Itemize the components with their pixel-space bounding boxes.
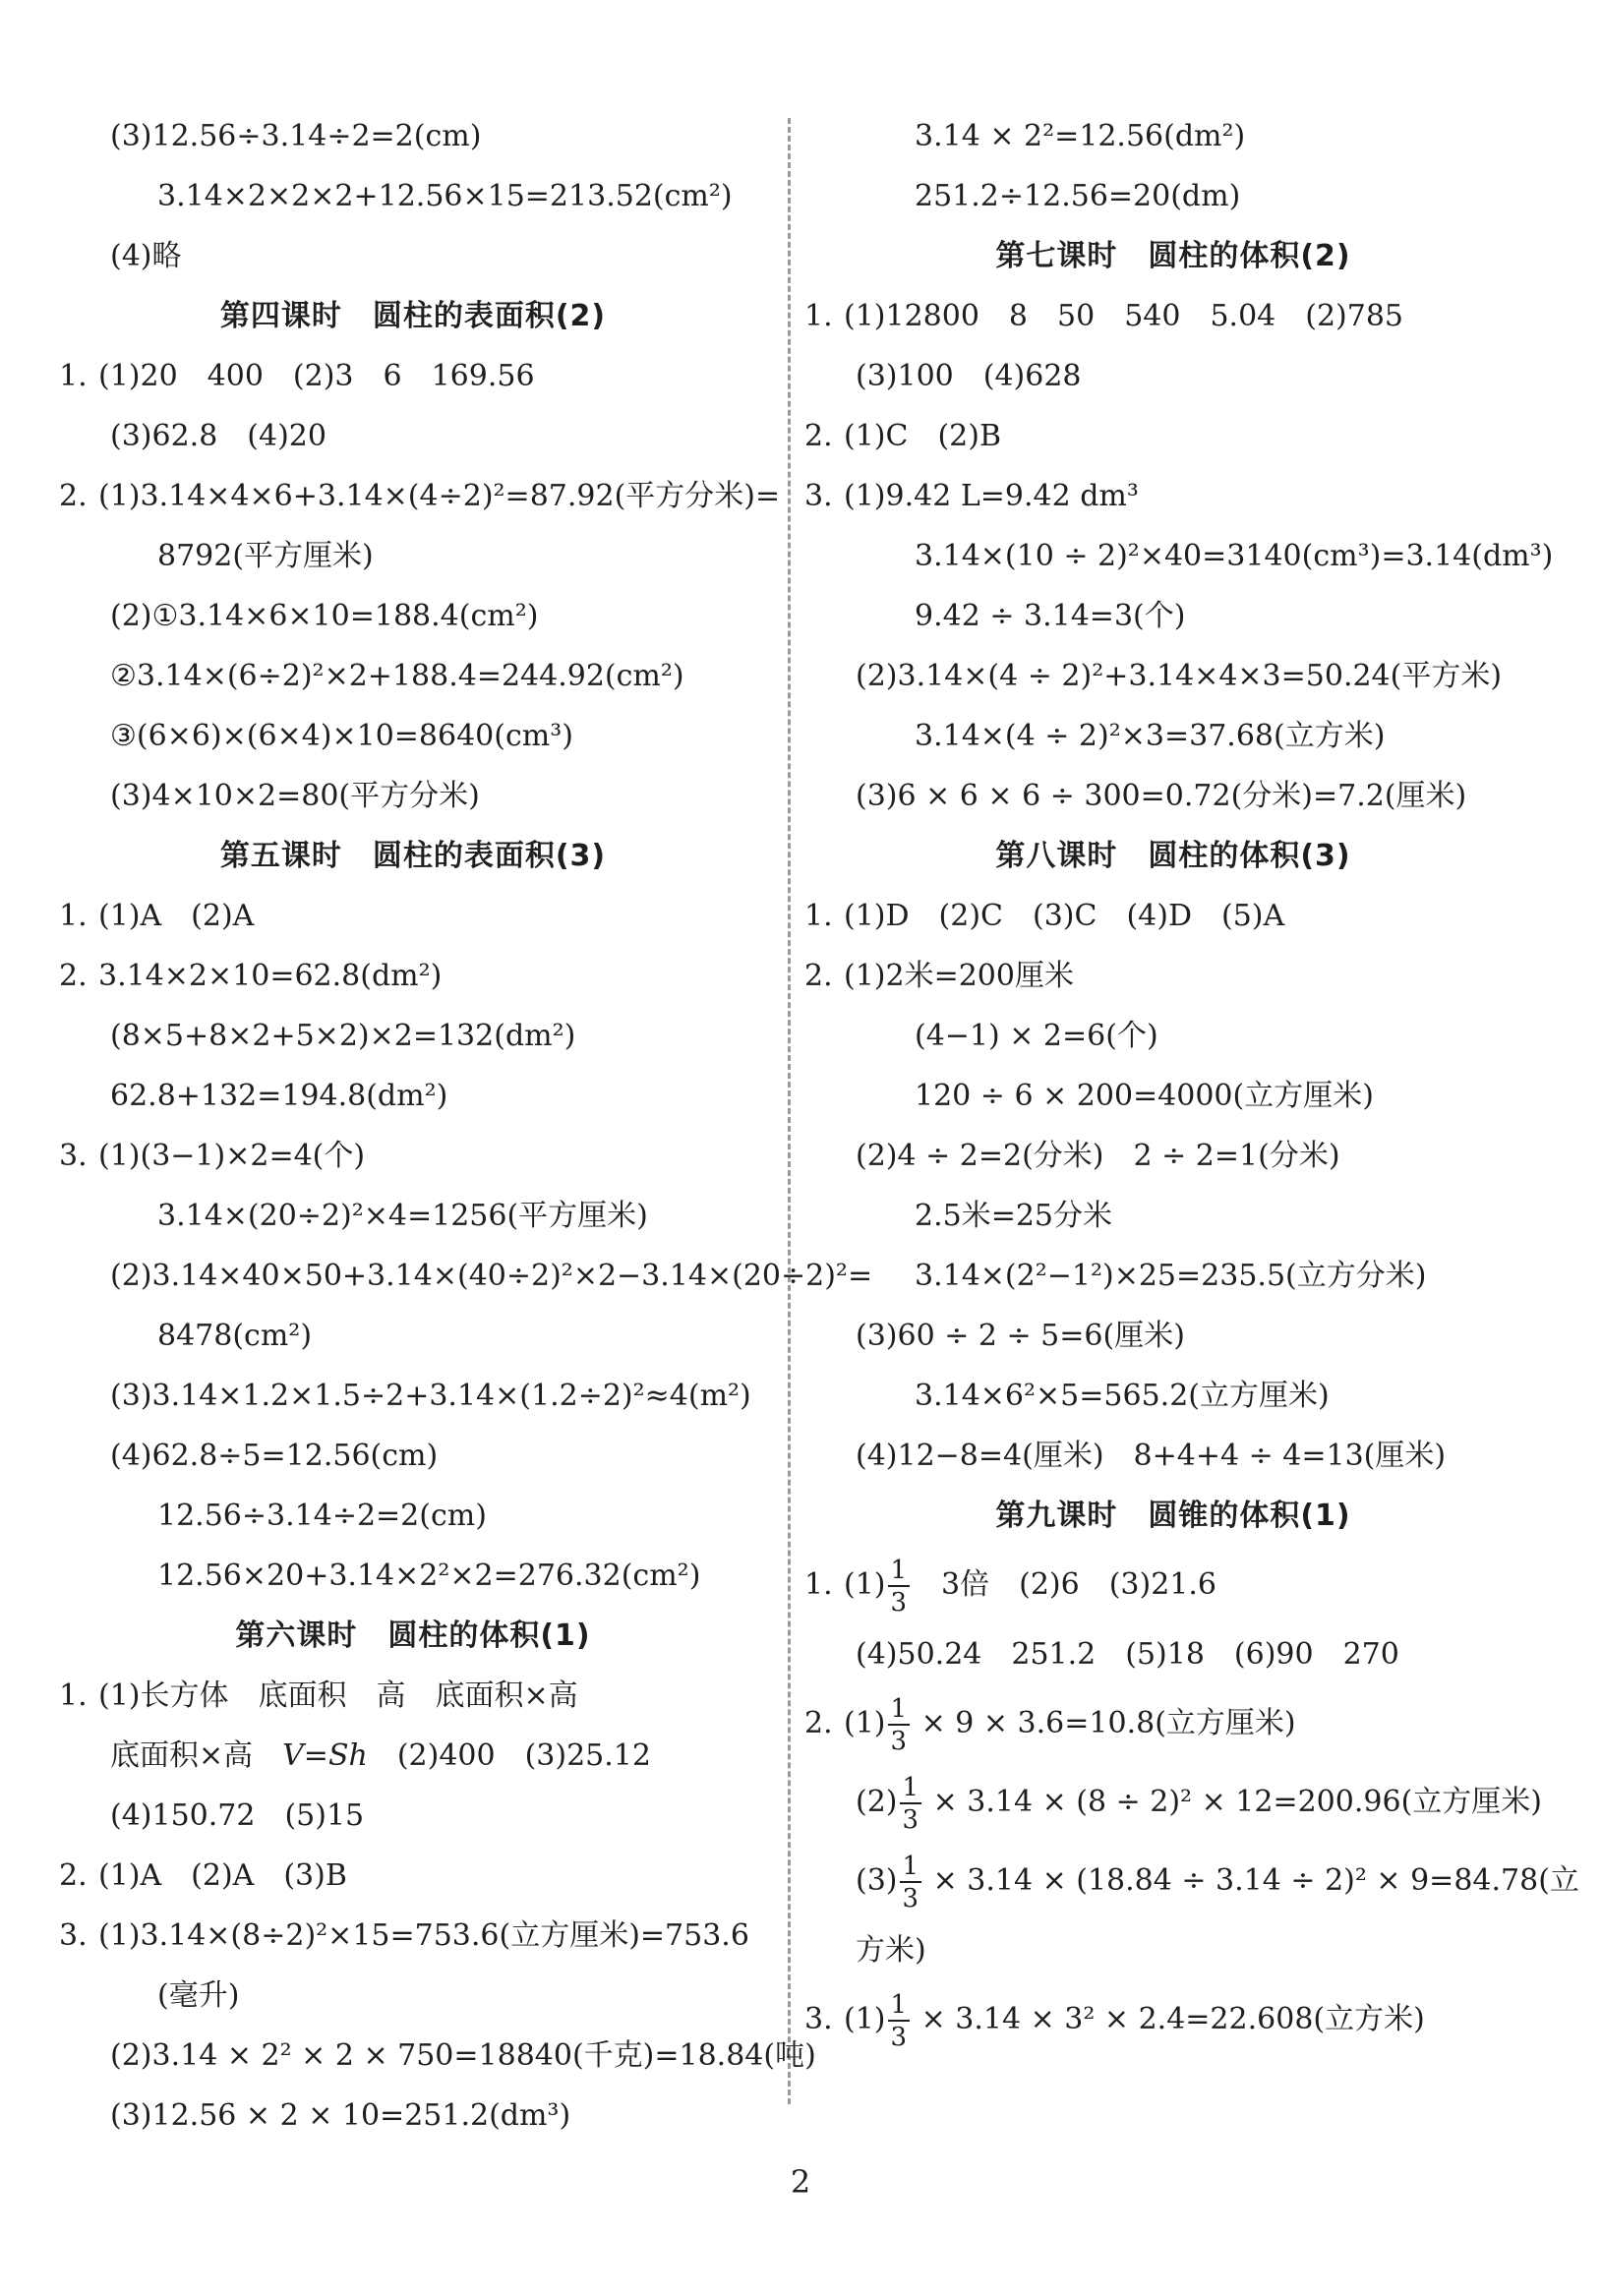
fraction bbox=[888, 1555, 911, 1618]
answer-line: 12.56×20+3.14×2²×2=276.32(cm²) bbox=[157, 1559, 701, 1593]
answer-text: (1) bbox=[844, 1567, 886, 1602]
answer-text: (1)C (2)B bbox=[844, 419, 1001, 453]
formula-text: V=Sh bbox=[282, 1738, 368, 1773]
question-2 bbox=[59, 1846, 767, 1906]
answer-text: (1)A (2)A bbox=[98, 899, 255, 933]
fraction bbox=[888, 1693, 911, 1756]
answer-text: (2)400 (3)25.12 bbox=[367, 1738, 651, 1773]
answer-line: 62.8+132=194.8(dm²) bbox=[110, 1079, 448, 1113]
answer-line: (3)6 × 6 × 6 ÷ 300=0.72(分米)=7.2(厘米) bbox=[856, 779, 1467, 813]
answer-text: × 3.14 × (8 ÷ 2)² × 12=200.96(立方厘米) bbox=[923, 1785, 1542, 1819]
question-1 bbox=[804, 1546, 1542, 1624]
answer-line: ②3.14×(6÷2)²×2+188.4=244.92(cm²) bbox=[110, 659, 684, 693]
fraction bbox=[888, 1989, 911, 2052]
answer-text: (1)12800 8 50 540 5.04 (2)785 bbox=[844, 299, 1404, 333]
answer-line: (3)12.56 × 2 × 10=251.2(dm³) bbox=[110, 2098, 571, 2133]
fraction bbox=[900, 1772, 922, 1835]
question-2 bbox=[804, 1684, 1542, 1763]
answer-line: (4)12−8=4(厘米) 8+4+4 ÷ 4=13(厘米) bbox=[856, 1439, 1447, 1473]
answer-line: (2)①3.14×6×10=188.4(cm²) bbox=[110, 599, 539, 633]
question-number: 1. bbox=[59, 899, 88, 933]
question-1 bbox=[59, 1666, 767, 1726]
section-heading-8: 第八课时 圆柱的体积(3) bbox=[995, 839, 1351, 873]
answer-line bbox=[59, 1726, 767, 1786]
question-1 bbox=[59, 886, 767, 946]
answer-line: (2)4 ÷ 2=2(分米) 2 ÷ 2=1(分米) bbox=[856, 1139, 1340, 1173]
question-2 bbox=[804, 946, 1542, 1006]
question-1 bbox=[804, 886, 1542, 946]
answer-text: (1)长方体 底面积 高 底面积×高 bbox=[98, 1678, 578, 1713]
answer-line: 3.14×6²×5=565.2(立方厘米) bbox=[915, 1379, 1330, 1413]
answer-line: 8792(平方厘米) bbox=[157, 539, 374, 573]
answer-line: (2)3.14×40×50+3.14×(40÷2)²×2−3.14×(20÷2)²= bbox=[110, 1259, 873, 1293]
answer-line: 方米) bbox=[856, 1933, 926, 1968]
section-heading-9: 第九课时 圆锥的体积(1) bbox=[995, 1499, 1351, 1533]
answer-line: (3)12.56÷3.14÷2=2(cm) bbox=[110, 119, 482, 153]
answer-line bbox=[804, 1842, 1579, 1920]
answer-line: (4)62.8÷5=12.56(cm) bbox=[110, 1439, 439, 1473]
question-2 bbox=[59, 946, 767, 1006]
question-number: 3. bbox=[59, 1918, 88, 1953]
answer-line: (毫升) bbox=[157, 1978, 240, 2013]
answer-text: 底面积×高 bbox=[110, 1738, 283, 1773]
question-number: 2. bbox=[804, 1706, 833, 1740]
answer-text: (3) bbox=[856, 1863, 898, 1898]
section-heading-5: 第五课时 圆柱的表面积(3) bbox=[219, 839, 607, 873]
answer-line: ③(6×6)×(6×4)×10=8640(cm³) bbox=[110, 719, 573, 753]
answer-text: (1)D (2)C (3)C (4)D (5)A bbox=[844, 899, 1285, 933]
fraction-numerator: 1 bbox=[888, 1696, 911, 1726]
question-number: 1. bbox=[59, 1678, 88, 1713]
answer-line: (8×5+8×2+5×2)×2=132(dm²) bbox=[110, 1019, 576, 1053]
left-column bbox=[59, 106, 873, 2146]
answer-line: 3.14×(20÷2)²×4=1256(平方厘米) bbox=[157, 1199, 648, 1233]
answer-line: 2.5米=25分米 bbox=[915, 1199, 1113, 1233]
right-column bbox=[804, 106, 1579, 2059]
fraction-denominator: 3 bbox=[890, 1587, 908, 1618]
column-divider bbox=[788, 118, 791, 2104]
page-number: 2 bbox=[790, 2163, 811, 2201]
question-number: 3. bbox=[804, 479, 833, 513]
answer-text: (1) bbox=[844, 2002, 886, 2036]
answer-line: (3)62.8 (4)20 bbox=[110, 419, 326, 453]
answer-text: (1)9.42 L=9.42 dm³ bbox=[844, 479, 1139, 513]
answer-line: (4)50.24 251.2 (5)18 (6)90 270 bbox=[856, 1637, 1399, 1672]
answer-text: × 9 × 3.6=10.8(立方厘米) bbox=[912, 1706, 1296, 1740]
question-1 bbox=[59, 346, 767, 406]
fraction-numerator: 1 bbox=[900, 1775, 922, 1804]
question-number: 1. bbox=[59, 359, 88, 393]
answer-line: (2)3.14 × 2² × 2 × 750=18840(千克)=18.84(吨) bbox=[110, 2038, 816, 2073]
question-3 bbox=[804, 1980, 1542, 2059]
answer-line: 120 ÷ 6 × 200=4000(立方厘米) bbox=[915, 1079, 1374, 1113]
question-2 bbox=[804, 406, 1542, 466]
fraction bbox=[900, 1851, 922, 1913]
question-number: 2. bbox=[804, 419, 833, 453]
answer-line: 251.2÷12.56=20(dm) bbox=[915, 179, 1241, 213]
answer-text: 3.14×2×10=62.8(dm²) bbox=[98, 959, 443, 993]
answer-text: (1)(3−1)×2=4(个) bbox=[98, 1139, 366, 1173]
answer-line: 3.14×(4 ÷ 2)²×3=37.68(立方米) bbox=[915, 719, 1386, 753]
question-number: 2. bbox=[59, 479, 88, 513]
fraction-denominator: 3 bbox=[902, 1804, 919, 1835]
answer-line: (3)3.14×1.2×1.5÷2+3.14×(1.2÷2)²≈4(m²) bbox=[110, 1379, 751, 1413]
answer-text: × 3.14 × (18.84 ÷ 3.14 ÷ 2)² × 9=84.78(立 bbox=[923, 1863, 1579, 1898]
question-1 bbox=[804, 286, 1542, 346]
question-3 bbox=[59, 1126, 767, 1186]
section-heading-4: 第四课时 圆柱的表面积(2) bbox=[219, 299, 607, 333]
fraction-denominator: 3 bbox=[902, 1883, 919, 1913]
answer-line: 3.14×(2²−1²)×25=235.5(立方分米) bbox=[915, 1259, 1427, 1293]
answer-line: (3)100 (4)628 bbox=[856, 359, 1082, 393]
answer-text: (1)3.14×4×6+3.14×(4÷2)²=87.92(平方分米)= bbox=[98, 479, 781, 513]
section-heading-6: 第六课时 圆柱的体积(1) bbox=[235, 1619, 591, 1653]
fraction-denominator: 3 bbox=[890, 2022, 908, 2052]
question-number: 3. bbox=[59, 1139, 88, 1173]
question-3 bbox=[804, 466, 1542, 526]
answer-text: (1)A (2)A (3)B bbox=[98, 1858, 347, 1893]
question-number: 3. bbox=[804, 2002, 833, 2036]
question-number: 2. bbox=[59, 959, 88, 993]
question-number: 2. bbox=[804, 959, 833, 993]
answer-text: (1)20 400 (2)3 6 169.56 bbox=[98, 359, 535, 393]
answer-line: 8478(cm²) bbox=[157, 1319, 313, 1353]
question-2 bbox=[59, 466, 781, 526]
question-number: 1. bbox=[804, 299, 833, 333]
answer-line: (2)3.14×(4 ÷ 2)²+3.14×4×3=50.24(平方米) bbox=[856, 659, 1503, 693]
fraction-numerator: 1 bbox=[888, 1992, 911, 2022]
answer-text: (1)3.14×(8÷2)²×15=753.6(立方厘米)=753.6 bbox=[98, 1918, 749, 1953]
section-heading-7: 第七课时 圆柱的体积(2) bbox=[995, 239, 1351, 273]
answer-text: × 3.14 × 3² × 2.4=22.608(立方米) bbox=[912, 2002, 1425, 2036]
question-3 bbox=[59, 1906, 767, 1966]
answer-text: 3倍 (2)6 (3)21.6 bbox=[912, 1567, 1217, 1602]
question-number: 1. bbox=[804, 1567, 833, 1602]
fraction-numerator: 1 bbox=[900, 1854, 922, 1883]
answer-text: (1) bbox=[844, 1706, 886, 1740]
answer-line: 12.56÷3.14÷2=2(cm) bbox=[157, 1499, 487, 1533]
answer-text: (1)2米=200厘米 bbox=[844, 959, 1074, 993]
fraction-denominator: 3 bbox=[890, 1726, 908, 1756]
answer-line: (4)略 bbox=[110, 239, 182, 273]
answer-line: 3.14 × 2²=12.56(dm²) bbox=[915, 119, 1246, 153]
question-number: 1. bbox=[804, 899, 833, 933]
answer-line: (3)60 ÷ 2 ÷ 5=6(厘米) bbox=[856, 1319, 1185, 1353]
answer-line: (4−1) × 2=6(个) bbox=[915, 1019, 1158, 1053]
answer-line: (3)4×10×2=80(平方分米) bbox=[110, 779, 480, 813]
answer-line: (4)150.72 (5)15 bbox=[110, 1798, 365, 1833]
answer-line: 3.14×(10 ÷ 2)²×40=3140(cm³)=3.14(dm³) bbox=[915, 539, 1554, 573]
answer-line bbox=[804, 1763, 1542, 1842]
answer-line: 3.14×2×2×2+12.56×15=213.52(cm²) bbox=[157, 179, 733, 213]
answer-text: (2) bbox=[856, 1785, 898, 1819]
fraction-numerator: 1 bbox=[888, 1558, 911, 1587]
answer-line: 9.42 ÷ 3.14=3(个) bbox=[915, 599, 1186, 633]
question-number: 2. bbox=[59, 1858, 88, 1893]
